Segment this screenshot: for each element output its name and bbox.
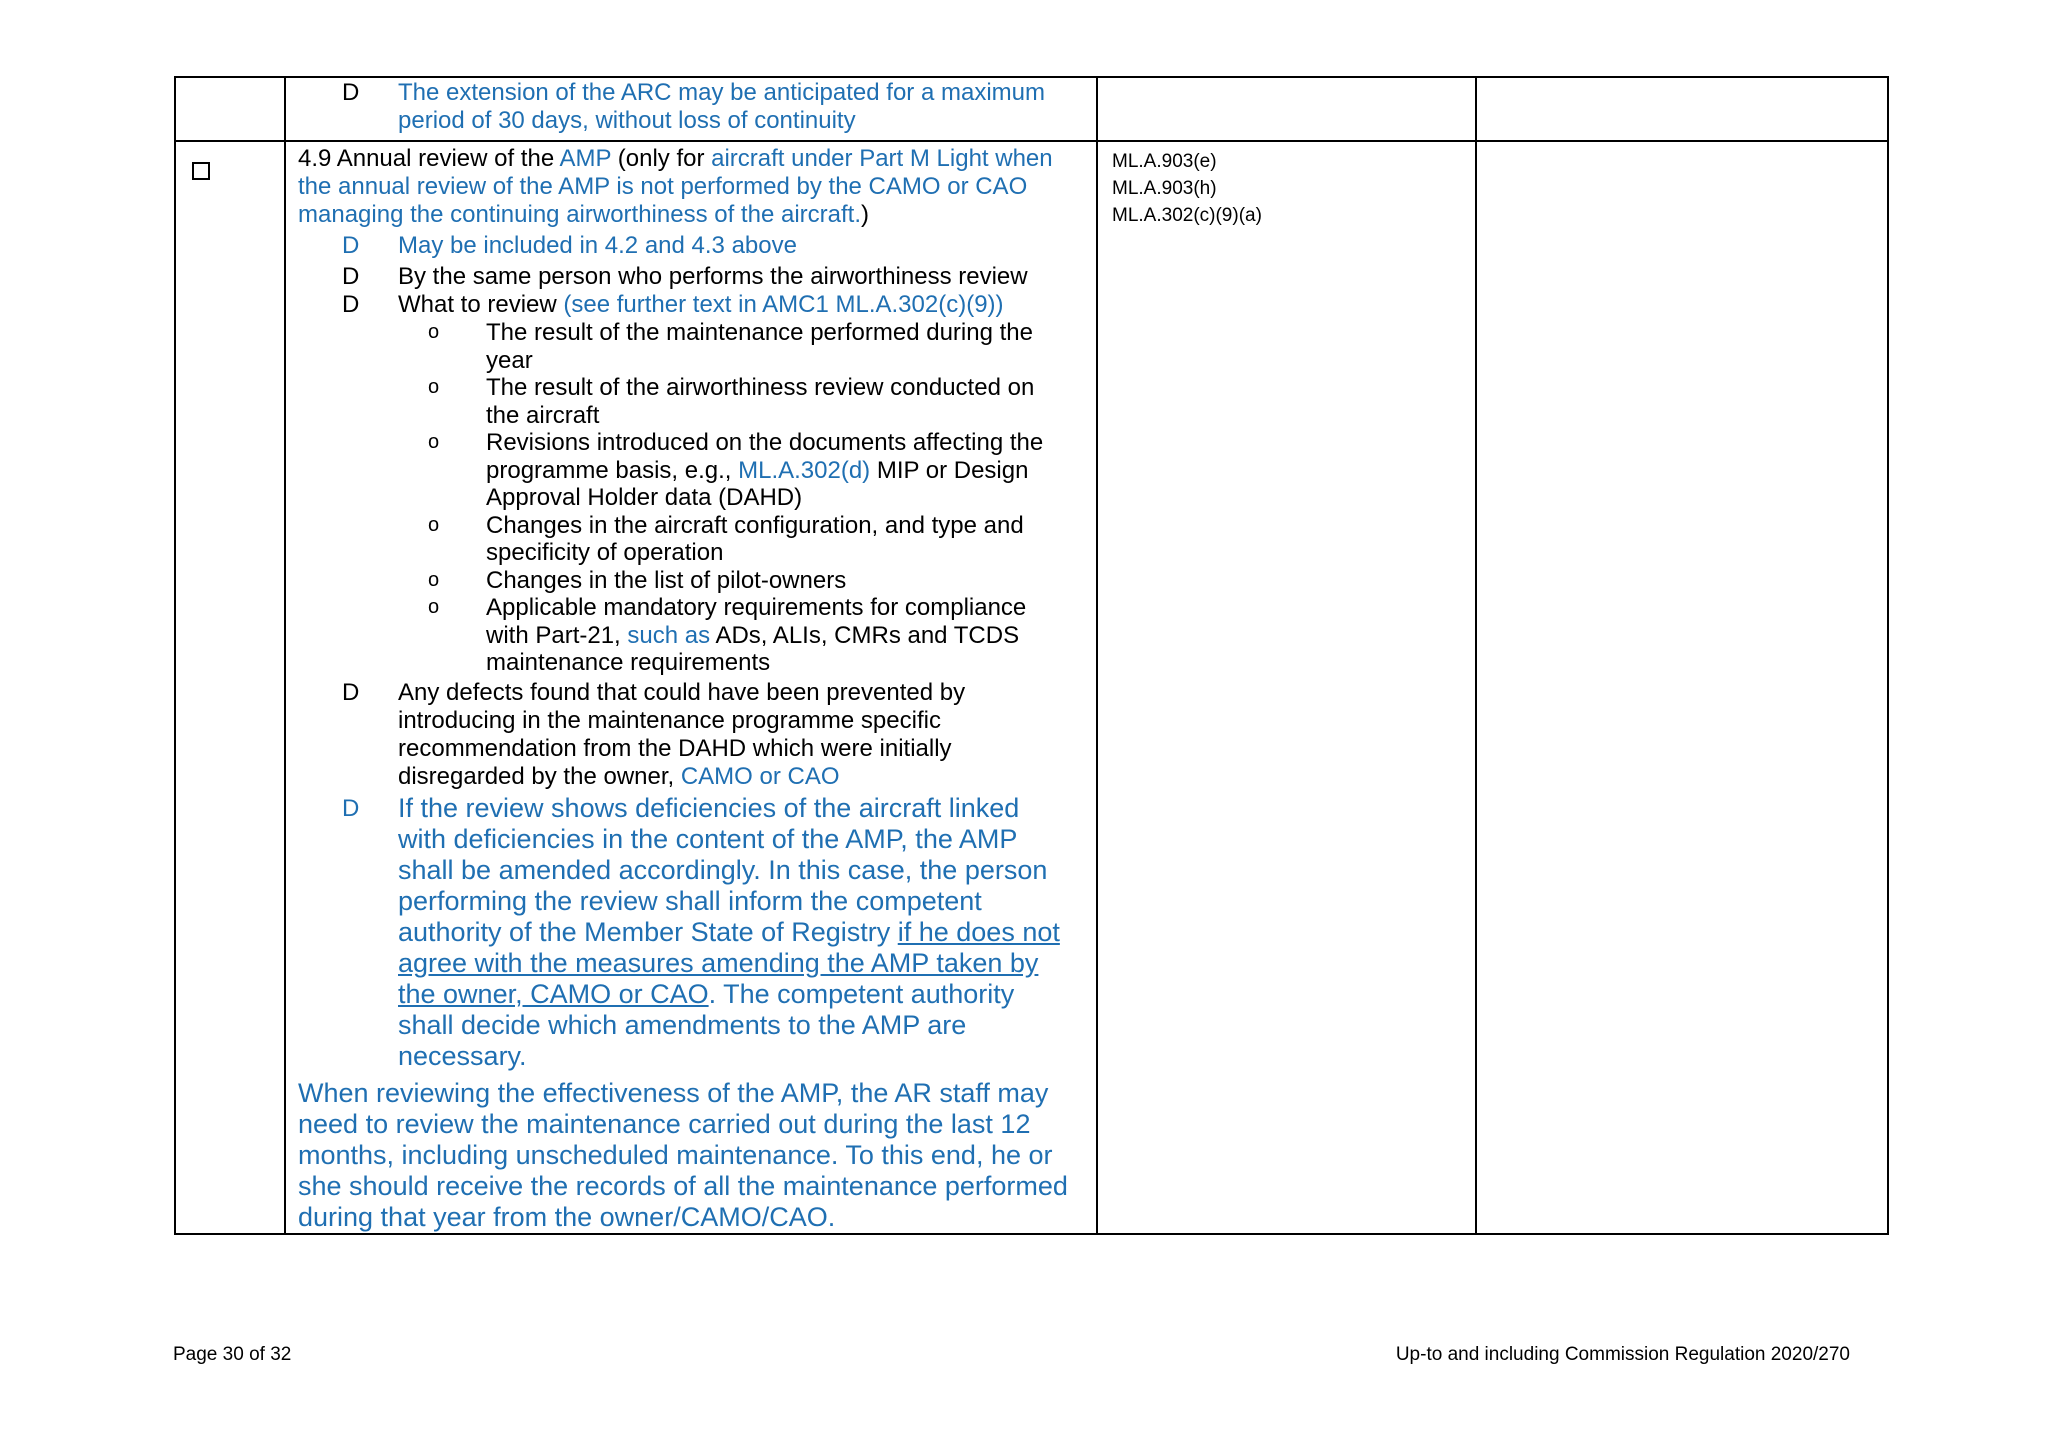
page-number: Page 30 of 32 [173, 1344, 292, 1365]
reference-cell [1097, 77, 1476, 141]
sub-list-item: o Changes in the aircraft configuration, and type and specificity of operation [428, 511, 1024, 566]
checkbox-cell [175, 77, 285, 141]
regulation-reference: ML.A.302(c)(9)(a) [1112, 205, 1262, 226]
list-item: D If the review shows deficiencies of the aircraft linked with deficiencies in the content of the AMP, the AMP shall be amended accordingly. In this case, the person performing the review shall inform the competent authority of the Member State of Registry if he does not agree with the measures amending the AMP taken by the owner, CAMO or CAO. The competent authority shall decide which amendments to the AMP are necessary. [342, 792, 1060, 1071]
sub-list-item: o Changes in the list of pilot-owners [428, 566, 847, 594]
checklist-table [174, 76, 1889, 1235]
reference-cell [1097, 141, 1476, 1234]
list-item: D Any defects found that could have been prevented by introducing in the maintenance programme specific recommendation from the DAHD which were initially disregarded by the owner, CAMO or CAO [342, 678, 966, 790]
requirement-cell [285, 141, 1097, 1234]
regulation-reference: ML.A.903(e) [1112, 151, 1217, 172]
sub-list-item: o Applicable mandatory requirements for compliance with Part-21, such as ADs, ALIs, CMRs and TCDS maintenance requirements [428, 594, 1027, 676]
list-item: D What to review (see further text in AMC1 ML.A.302(c)(9)) [342, 291, 1004, 318]
section-heading: 4.9 Annual review of the AMP (only for aircraft under Part M Light when the annual review of the AMP is not performed by the CAMO or CAO managing the continuing airworthiness of the aircraft.) [298, 145, 1053, 228]
regulation-footer: Up-to and including Commission Regulation 2020/270 [1395, 1344, 1850, 1365]
list-item [298, 79, 1068, 135]
list-item: D By the same person who performs the airworthiness review [342, 263, 1028, 290]
sub-list-item: o The result of the maintenance performed during the year [428, 319, 1033, 374]
comments-cell [1476, 77, 1888, 141]
regulation-reference: ML.A.903(h) [1112, 178, 1217, 199]
bullet-text: The extension of the ARC may be anticipated for a maximum period of 30 days, without loss of continuity [398, 79, 1045, 134]
comments-cell [1476, 141, 1888, 1234]
checkbox-cell [175, 141, 285, 1234]
closing-paragraph: When reviewing the effectiveness of the AMP, the AR staff may need to review the maintenance carried out during the last 12 months, including unscheduled maintenance. To this end, he or she should receive the records of all the maintenance performed during that year from the owner/CAMO/CAO. [298, 1077, 1068, 1232]
checkbox[interactable] [192, 162, 210, 180]
sub-list-item: o Revisions introduced on the documents affecting the programme basis, e.g., ML.A.302(d) MIP or Design Approval Holder data (DAHD) [428, 429, 1044, 511]
sub-list-item: o The result of the airworthiness review conducted on the aircraft [428, 374, 1035, 429]
bullet-marker: D [342, 79, 360, 106]
table-row [175, 77, 1888, 141]
requirement-cell [285, 77, 1097, 141]
list-item: D May be included in 4.2 and 4.3 above [342, 232, 797, 259]
table-row [175, 141, 1888, 1234]
